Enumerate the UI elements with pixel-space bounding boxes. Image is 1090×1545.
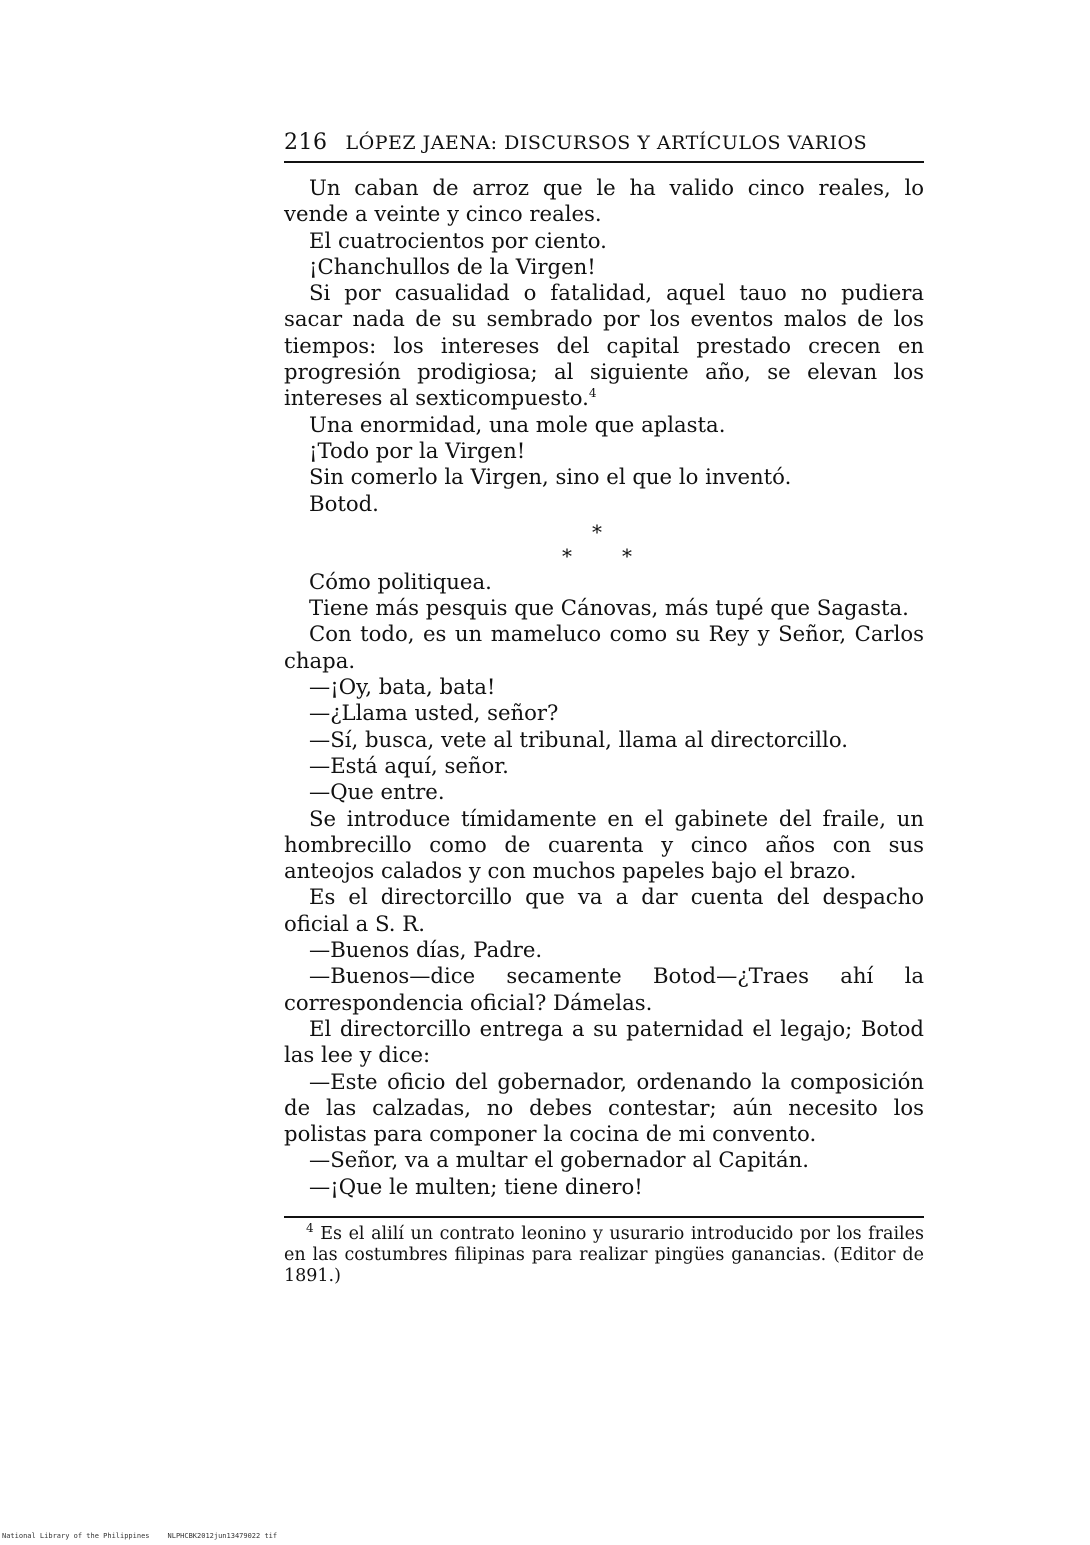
paragraph: ¡Todo por la Virgen! (309, 437, 526, 463)
scan-file-id: NLPHCBK2012jun13479022 tif (167, 1532, 278, 1540)
book-page (284, 130, 924, 1287)
footnote-text (284, 1221, 924, 1287)
dialogue-line: —Señor, va a multar el gobernador al Capitán. (309, 1147, 810, 1173)
paragraph: Una enormidad, una mole que aplasta. (309, 411, 726, 437)
separator-star: * (592, 519, 602, 544)
paragraph: El directorcillo entrega a su paternidad el legajo; Botod las lee y dice: (284, 1015, 924, 1068)
scan-footer (2, 1532, 295, 1540)
dialogue-line: —¿Llama usted, señor? (309, 700, 559, 726)
paragraph: Es el directorcillo que va a dar cuenta del despacho oficial a S. R. (284, 884, 924, 936)
separator-star: * (562, 543, 572, 568)
running-title: LÓPEZ JAENA: DISCURSOS Y ARTÍCULOS VARIOS (345, 132, 868, 154)
page-body (284, 175, 924, 1200)
paragraph: Cómo politiquea. (309, 568, 492, 594)
paragraph: Sin comerlo la Virgen, sino el que lo inventó. (309, 464, 792, 490)
footnote-marker: 4 (306, 1221, 314, 1236)
paragraph: El cuatrocientos por ciento. (309, 227, 607, 253)
paragraph: Con todo, es un mameluco como su Rey y Señor, Carlos chapa. (284, 621, 924, 673)
footnote-body: Es el alilí un contrato leonino y usurario introducido por los frailes en las costumbres filipinas para realizar pingües ganancias. (Editor de 1891.) (284, 1223, 924, 1286)
dialogue-line: —Buenos—dice secamente Botod—¿Traes ahí la correspondencia oficial? Dámelas. (284, 963, 924, 1015)
dialogue-line: —Buenos días, Padre. (309, 937, 543, 963)
paragraph: Un caban de arroz que le ha valido cinco reales, lo vende a veinte y cinco reales. (284, 175, 924, 227)
section-separator (284, 517, 924, 569)
paragraph: Se introduce tímidamente en el gabinete del fraile, un hombrecillo como de cuarenta y cinco años con sus anteojos calados y con muchos papeles bajo el brazo. (284, 805, 924, 884)
dialogue-line: —Que entre. (309, 779, 445, 805)
scan-library: National Library of the Philippines (2, 1532, 150, 1540)
paragraph: Tiene más pesquis que Cánovas, más tupé que Sagasta. (309, 595, 909, 621)
page-number: 216 (284, 130, 328, 155)
paragraph (284, 280, 924, 411)
footnote-ref: 4 (588, 386, 597, 401)
paragraph: Botod. (309, 490, 379, 516)
dialogue-line: —Está aquí, señor. (309, 752, 509, 778)
running-header (284, 130, 924, 163)
paragraph: ¡Chanchullos de la Virgen! (309, 253, 596, 279)
dialogue-line: —¡Oy, bata, bata! (309, 674, 496, 700)
footnote (284, 1216, 924, 1287)
dialogue-line: —¡Que le multen; tiene dinero! (309, 1173, 643, 1199)
separator-star: * (622, 543, 632, 568)
dialogue-line: —Este oficio del gobernador, ordenando la composición de las calzadas, no debes contestar; aún necesito los polistas para componer la cocina de mi convento. (284, 1068, 924, 1147)
paragraph-text: Si por casualidad o fatalidad, aquel tauo no pudiera sacar nada de su sembrado por los eventos malos de los tiempos: los intereses del capital prestado crecen en progresión prodigiosa; al siguiente año, se elevan los intereses al sexticompuesto. (284, 280, 924, 411)
dialogue-line: —Sí, busca, vete al tribunal, llama al directorcillo. (309, 726, 848, 752)
